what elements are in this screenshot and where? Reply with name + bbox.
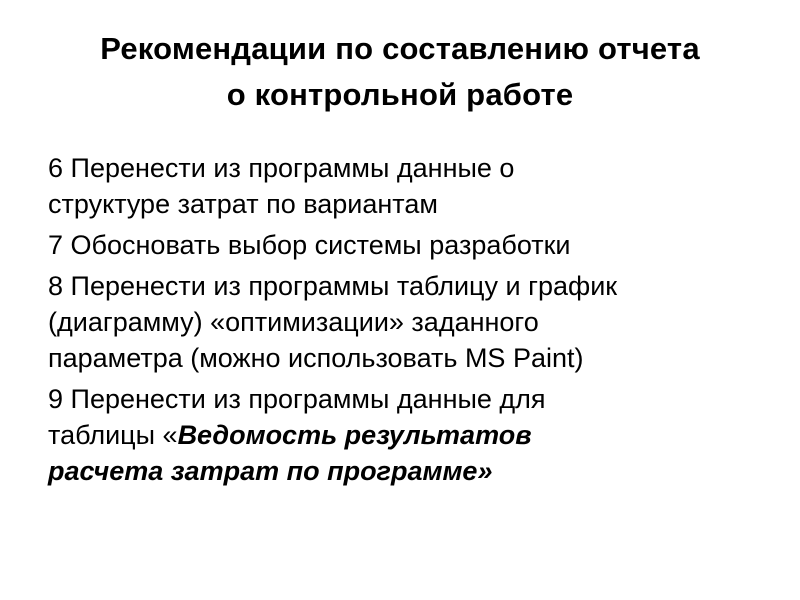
item-8-line-3: параметра (можно использовать MS Paint) bbox=[48, 343, 584, 373]
item-number: 9 bbox=[48, 384, 64, 414]
item-text: Перенести из программы данные о bbox=[63, 153, 515, 183]
slide-title bbox=[0, 26, 800, 118]
item-6-line-2: структуре затрат по вариантам bbox=[48, 189, 438, 219]
title-line-2: о контрольной работе bbox=[226, 77, 574, 112]
list-item bbox=[48, 268, 768, 376]
item-text: Перенести из программы таблицу и график bbox=[63, 271, 618, 301]
item-text: таблицы « bbox=[48, 420, 178, 450]
item-9-line-3: расчета затрат по программе» bbox=[48, 456, 493, 486]
list-item bbox=[48, 227, 768, 263]
item-7-line-1 bbox=[48, 227, 768, 263]
item-9-line-1 bbox=[48, 381, 768, 417]
list-item bbox=[48, 150, 768, 222]
list-item bbox=[48, 381, 768, 489]
item-number: 7 bbox=[48, 230, 64, 260]
recommendation-list bbox=[48, 150, 768, 494]
item-number: 8 bbox=[48, 271, 64, 301]
title-line-1: Рекомендации по составлению отчета bbox=[100, 31, 700, 66]
item-8-line-2: (диаграмму) «оптимизации» заданного bbox=[48, 307, 539, 337]
item-8-line-1 bbox=[48, 268, 768, 304]
item-text: Обосновать выбор системы разработки bbox=[63, 230, 571, 260]
emphasized-text: Ведомость результатов bbox=[177, 420, 532, 450]
item-6-line-1 bbox=[48, 150, 768, 186]
item-text: Перенести из программы данные для bbox=[63, 384, 546, 414]
item-number: 6 bbox=[48, 153, 64, 183]
item-9-line-2 bbox=[48, 417, 768, 453]
